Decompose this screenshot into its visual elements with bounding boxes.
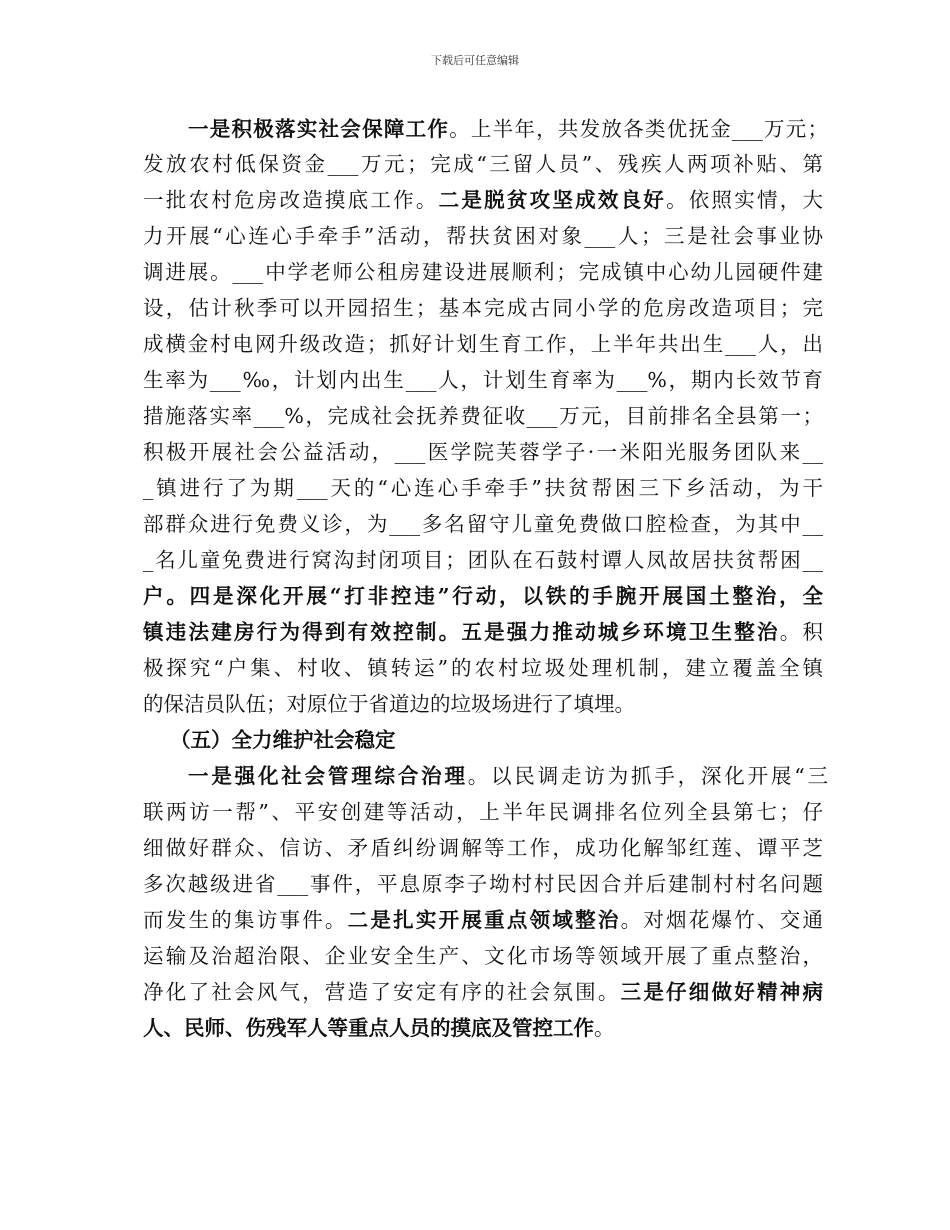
text-run: 极探究“户集、村收、镇转运”的农村垃圾处理机制，建立覆盖全镇 [143, 656, 823, 680]
text-line [143, 579, 823, 613]
text-line [143, 687, 823, 721]
bold-text-run: 三是仔细做好精神病 [620, 980, 824, 1004]
text-run: 。上半年，共发放各类优抚金___万元； [449, 117, 829, 141]
text-line [188, 759, 828, 793]
text-line [188, 112, 828, 146]
text-line [143, 327, 823, 361]
text-run: 发放农村低保资金___万元；完成“三留人员”、残疾人两项补贴、第 [143, 152, 823, 176]
text-run: 。 [594, 1016, 615, 1040]
text-run: 净化了社会风气，营造了安定有序的社会氛围。 [143, 980, 621, 1004]
text-line [143, 543, 823, 577]
text-line [143, 363, 823, 397]
text-run: 生率为___‰，计划内出生___人，计划生育率为___%，期内长效节育 [143, 368, 823, 392]
text-line [143, 219, 823, 253]
text-run: 联两访一帮”、平安创建等活动，上半年民调排名位列全县第七；仔 [143, 800, 823, 824]
text-run: 而发生的集访事件。 [143, 908, 348, 932]
text-line [143, 867, 823, 901]
text-run: _名儿童免费进行窝沟封闭项目；团队在石鼓村谭人凤故居扶贫帮困__ [143, 548, 823, 572]
bold-text-run: 人、民师、伤残军人等重点人员的摸底及管控工作 [143, 1016, 594, 1040]
text-line [143, 399, 823, 433]
text-line [143, 147, 823, 181]
bold-text-run: 镇违法建房行为得到有效控制。五是强力推动城乡环境卫生整治 [143, 620, 780, 644]
text-run: 。对烟花爆竹、交通 [620, 908, 824, 932]
text-run: 多次越级进省___事件，平息原李子坳村村民因合并后建制村村名问题 [143, 872, 823, 896]
text-line [143, 615, 823, 649]
text-run: 一批农村危房改造摸底工作。 [143, 188, 439, 212]
text-line [143, 903, 823, 937]
text-run: 运输及治超治限、企业安全生产、文化市场等领域开展了重点整治， [143, 944, 823, 968]
text-run: 细做好群众、信访、矛盾纠纷调解等工作，成功化解邹红莲、谭平芝 [143, 836, 823, 860]
text-run: _镇进行了为期___天的“心连心手牵手”扶贫帮困三下乡活动，为干 [143, 476, 823, 500]
text-run: 。依照实情，大 [666, 188, 824, 212]
text-line [143, 435, 823, 469]
text-run: 措施落实率___%，完成社会抚养费征收___万元，目前排名全县第一； [143, 404, 823, 428]
text-line [143, 471, 823, 505]
text-line [143, 939, 823, 973]
bold-text-run: （五）全力维护社会稳定 [170, 728, 396, 752]
text-run: 。积 [779, 620, 824, 644]
text-run: 力开展“心连心手牵手”活动，帮扶贫困对象___人；三是社会事业协 [143, 224, 823, 248]
page-header: 下载后可任意编辑 [431, 54, 519, 67]
text-run: 的保洁员队伍；对原位于省道边的垃圾场进行了填埋。 [143, 692, 635, 716]
bold-text-run: 户。四是深化开展“打非控违”行动，以铁的手腕开展国土整治，全 [143, 584, 823, 608]
text-line [170, 723, 850, 757]
text-line [143, 507, 823, 541]
text-run: 部群众进行免费义诊，为___多名留守儿童免费做口腔检查，为其中__ [143, 512, 823, 536]
text-line [143, 651, 823, 685]
text-line [143, 183, 823, 217]
text-run: 调进展。___中学老师公租房建设进展顺利；完成镇中心幼儿园硬件建 [143, 260, 823, 284]
text-line [143, 291, 823, 325]
text-line [143, 255, 823, 289]
text-line [143, 975, 823, 1009]
text-line [143, 831, 823, 865]
text-run: 成横金村电网升级改造；抓好计划生育工作，上半年共出生___人，出 [143, 332, 823, 356]
text-line [143, 795, 823, 829]
bold-text-run: 二是扎实开展重点领域整治 [347, 908, 621, 932]
text-run: 。以民调走访为抓手，深化开展“三 [467, 764, 829, 788]
bold-text-run: 二是脱贫攻坚成效良好 [438, 188, 667, 212]
text-run: 设，估计秋季可以开园招生；基本完成古同小学的危房改造项目；完 [143, 296, 823, 320]
bold-text-run: 一是强化社会管理综合治理 [188, 764, 468, 788]
text-line [143, 1011, 823, 1045]
bold-text-run: 一是积极落实社会保障工作 [188, 117, 450, 141]
text-run: 积极开展社会公益活动，___医学院芙蓉学子·一米阳光服务团队来__ [143, 440, 823, 464]
